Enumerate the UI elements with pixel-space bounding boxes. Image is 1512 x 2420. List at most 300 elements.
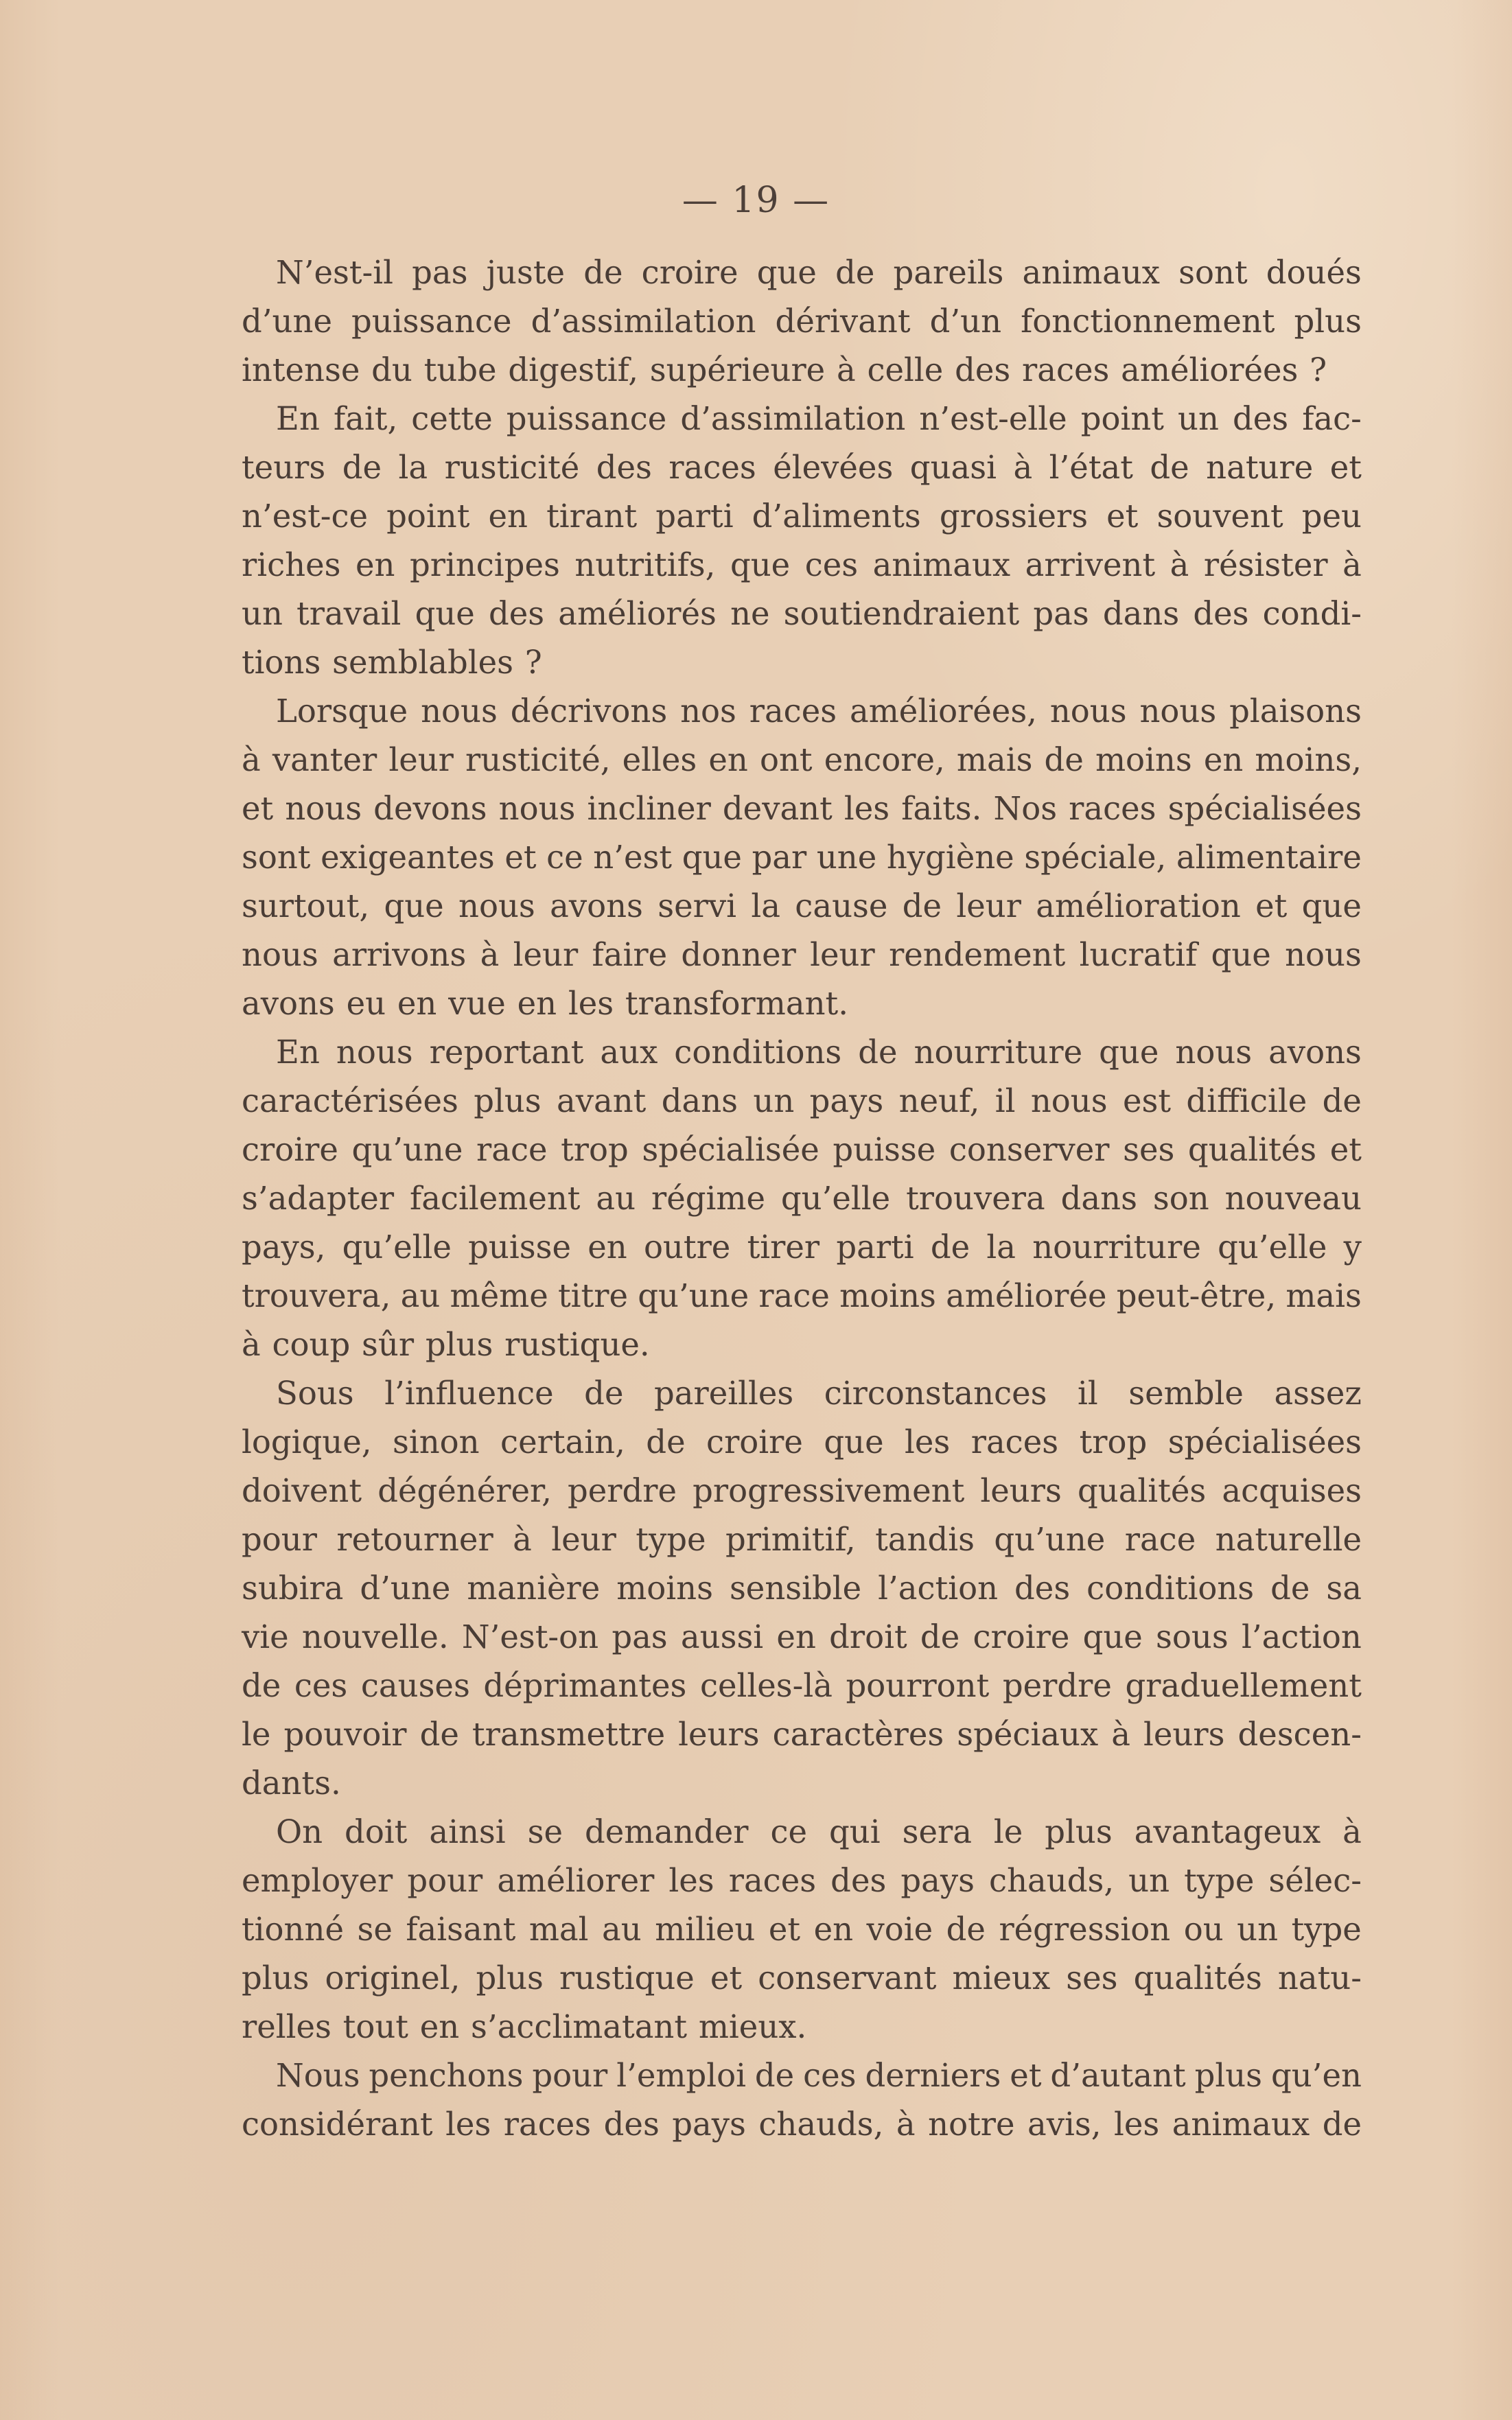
word: nous <box>285 790 362 827</box>
word: de <box>584 1375 624 1412</box>
word: nature <box>1206 449 1314 486</box>
word: riches <box>242 546 341 583</box>
text-line <box>242 1272 1362 1320</box>
word: doués <box>1266 254 1362 291</box>
word: des <box>830 1862 887 1899</box>
paragraph-2 <box>242 395 1362 687</box>
word: sont <box>1178 254 1248 291</box>
word: nos <box>680 693 736 730</box>
word: natu- <box>1277 1959 1362 1997</box>
text-line <box>242 1710 1362 1759</box>
word: et <box>710 1959 743 1997</box>
word: donner <box>681 936 796 973</box>
word: en <box>1203 741 1244 778</box>
word: rusticité, <box>465 741 611 778</box>
word: croire <box>242 1131 338 1168</box>
word: animaux <box>1172 2106 1310 2143</box>
word: la <box>986 1229 1016 1266</box>
word: peut-être, <box>1116 1277 1277 1314</box>
word: spécialisées <box>1167 790 1362 827</box>
text-line <box>242 784 1362 833</box>
word: graduellement <box>1125 1667 1362 1704</box>
word: en <box>813 1911 854 1948</box>
word: soutiendraient <box>783 595 1020 632</box>
word: races <box>970 1423 1059 1461</box>
word: considérant <box>242 2106 433 2143</box>
word: nous <box>498 790 576 827</box>
text-line <box>242 590 1362 638</box>
word: ne <box>730 595 770 632</box>
word: ses <box>1066 1959 1118 1997</box>
word: qu’une <box>994 1521 1106 1558</box>
word: condi- <box>1262 595 1362 632</box>
word: régime <box>651 1180 765 1217</box>
word: la <box>398 449 428 486</box>
word: juste <box>486 254 566 291</box>
word: pas <box>1033 595 1089 632</box>
word: d’assimilation <box>680 400 906 437</box>
word: point <box>386 498 470 535</box>
word: logique, <box>242 1423 372 1461</box>
word: semble <box>1128 1375 1244 1412</box>
word: ses <box>1123 1131 1175 1168</box>
word: leur <box>551 1521 616 1558</box>
word: qu’en <box>1270 2057 1362 2094</box>
paragraph-3 <box>242 687 1362 1028</box>
word: pareilles <box>653 1375 794 1412</box>
word: que <box>1301 887 1362 924</box>
word: derniers <box>865 2057 1001 2094</box>
word: acquises <box>1222 1472 1362 1509</box>
word: conditions <box>1086 1570 1255 1607</box>
word: et <box>1329 1131 1362 1168</box>
word: pas <box>412 254 468 291</box>
word: fac- <box>1302 400 1362 437</box>
word: des <box>1014 1570 1071 1607</box>
word: améliorées, <box>849 693 1037 730</box>
word: que <box>1082 1618 1143 1655</box>
word: qualités <box>1187 1131 1317 1168</box>
word: En <box>276 1034 320 1071</box>
word: trop <box>1079 1423 1148 1461</box>
word: ainsi <box>429 1813 506 1850</box>
word: pareils <box>893 254 1004 291</box>
word: avis, <box>1027 2106 1102 2143</box>
word: nourriture <box>914 1034 1083 1071</box>
word: races <box>749 693 837 730</box>
word: dans <box>661 1082 738 1119</box>
word: alimentaire <box>1176 839 1362 876</box>
word: trop <box>561 1131 629 1168</box>
word: et <box>1106 498 1139 535</box>
text-line <box>242 541 1362 590</box>
word: pas <box>612 1618 668 1655</box>
text-line <box>242 687 1362 736</box>
word: animaux <box>872 546 1011 583</box>
word: son <box>1152 1180 1209 1217</box>
word: trouvera, <box>242 1277 391 1314</box>
word: puisse <box>833 1131 936 1168</box>
word: Sous <box>276 1375 354 1412</box>
word: au <box>596 1180 636 1217</box>
word: un <box>1128 1862 1170 1899</box>
word: pourront <box>846 1667 990 1704</box>
word: lucratif <box>1079 936 1198 973</box>
word: race <box>758 1277 830 1314</box>
word: ce <box>546 839 583 876</box>
text-line <box>242 248 1362 297</box>
word: arrivent <box>1025 546 1156 583</box>
word: un <box>1237 1911 1279 1948</box>
word: dérivant <box>775 303 911 340</box>
word: ces <box>803 2057 857 2094</box>
word: nous <box>421 693 498 730</box>
word: employer <box>242 1862 393 1899</box>
word: sélec- <box>1268 1862 1362 1899</box>
word: qu’elle <box>1218 1229 1327 1266</box>
word: leur <box>810 936 875 973</box>
text-line: relles tout en s’acclimatant mieux. <box>242 2008 807 2045</box>
word: même <box>450 1277 548 1314</box>
word: races <box>1069 790 1156 827</box>
word: nous <box>1030 1082 1108 1119</box>
word: principes <box>409 546 560 583</box>
word: demander <box>584 1813 749 1850</box>
word: de <box>835 254 875 291</box>
word: de <box>1270 1570 1310 1607</box>
text-line <box>242 1564 1362 1613</box>
word: dans <box>1102 595 1180 632</box>
word: transmettre <box>472 1716 666 1753</box>
word: d’une <box>242 303 332 340</box>
word: sensible <box>729 1570 862 1607</box>
word: des <box>1232 400 1289 437</box>
word: et <box>1329 449 1362 486</box>
word: notre <box>928 2106 1015 2143</box>
word: nourriture <box>1032 1229 1201 1266</box>
word: un <box>753 1082 795 1119</box>
word: point <box>1080 400 1164 437</box>
word: servi <box>658 887 737 924</box>
word: nous <box>458 887 535 924</box>
word: aux <box>600 1034 658 1071</box>
word: perdre <box>568 1472 677 1509</box>
word: ou <box>1183 1911 1224 1948</box>
word: penchons <box>369 2057 524 2094</box>
word: que <box>824 1423 884 1461</box>
word: celles-là <box>699 1667 833 1704</box>
word: qualités <box>1077 1472 1207 1509</box>
word: Nos <box>993 790 1058 827</box>
word: que <box>756 254 817 291</box>
word: à <box>480 936 500 973</box>
text-line <box>242 492 1362 541</box>
word: faits. <box>901 790 982 827</box>
word: hygiène <box>886 839 1014 876</box>
word: plus <box>242 1959 310 1997</box>
text-line <box>242 443 1362 492</box>
word: retourner <box>336 1521 493 1558</box>
word: ces <box>294 1667 348 1704</box>
word: que <box>1099 1034 1159 1071</box>
word: avantageux <box>1134 1813 1321 1850</box>
word: race <box>476 1131 548 1168</box>
word: faisant <box>406 1911 516 1948</box>
word: chauds, <box>758 2106 884 2143</box>
word: en <box>488 498 528 535</box>
word: les <box>668 1862 714 1899</box>
word: de <box>419 1716 459 1753</box>
word: à <box>896 2106 916 2143</box>
word: que <box>384 887 444 924</box>
word: elles <box>622 741 697 778</box>
word: race <box>1124 1521 1196 1558</box>
word: un <box>1178 400 1219 437</box>
word: voie <box>866 1911 933 1948</box>
word: rusticité <box>444 449 580 486</box>
word: originel, <box>325 1959 461 1997</box>
word: de <box>646 1423 686 1461</box>
word: fonctionnement <box>1021 303 1275 340</box>
word: leurs <box>1143 1716 1225 1753</box>
word: Nous <box>276 2057 360 2094</box>
word: Lorsque <box>276 693 408 730</box>
word: amélioration <box>1036 887 1241 924</box>
word: régression <box>999 1911 1171 1948</box>
word: conditions <box>674 1034 842 1071</box>
word: de <box>1322 2106 1362 2143</box>
word: spécialisées <box>1167 1423 1362 1461</box>
word: et <box>1255 887 1288 924</box>
word: rendement <box>889 936 1066 973</box>
word: nous <box>1285 936 1362 973</box>
word: mais <box>956 741 1033 778</box>
word: à <box>513 1521 532 1558</box>
word: tandis <box>875 1521 975 1558</box>
word: de <box>754 2057 795 2094</box>
word: l’action <box>878 1570 999 1607</box>
word: faire <box>592 936 668 973</box>
word: conserver <box>949 1131 1110 1168</box>
word: N’est-on <box>461 1618 599 1655</box>
word: chauds, <box>989 1862 1115 1899</box>
word: caractérisées <box>242 1082 458 1119</box>
text-line <box>242 1126 1362 1174</box>
word: en <box>776 1618 816 1655</box>
word: croire <box>973 1618 1070 1655</box>
word: reportant <box>429 1034 584 1071</box>
word: trouvera <box>906 1180 1045 1217</box>
word: qu’elle <box>342 1229 452 1266</box>
text-line <box>242 1857 1362 1905</box>
word: descen- <box>1237 1716 1362 1753</box>
word: spécialisée <box>642 1131 819 1168</box>
word: sous <box>1156 1618 1229 1655</box>
word: s’adapter <box>242 1180 395 1217</box>
word: de <box>930 1229 970 1266</box>
word: puisse <box>468 1229 571 1266</box>
text-line <box>242 1662 1362 1710</box>
text-line <box>242 1808 1362 1857</box>
word: et <box>768 1911 801 1948</box>
word: les <box>844 790 890 827</box>
word: pour <box>242 1521 317 1558</box>
word: tirer <box>747 1229 820 1266</box>
word: d’assimilation <box>531 303 756 340</box>
text-line <box>242 1467 1362 1515</box>
text-line <box>242 2100 1362 2149</box>
word: d’aliments <box>752 498 921 535</box>
word: pays <box>672 2106 746 2143</box>
word: sa <box>1326 1570 1362 1607</box>
text-line <box>242 2051 1362 2100</box>
word: circonstances <box>824 1375 1047 1412</box>
paragraph-1 <box>242 248 1362 395</box>
word: travail <box>296 595 402 632</box>
text-line <box>242 736 1362 784</box>
word: souvent <box>1156 498 1283 535</box>
word: un <box>242 595 283 632</box>
word: type <box>1184 1862 1255 1899</box>
word: mieux <box>952 1959 1051 1997</box>
word: et <box>504 839 537 876</box>
word: de <box>583 254 623 291</box>
word: de <box>858 1034 898 1071</box>
word: races <box>728 1862 817 1899</box>
word: pour <box>407 1862 483 1899</box>
word: plaisons <box>1229 693 1362 730</box>
word: nouvelle. <box>301 1618 449 1655</box>
word: N’est-il <box>276 254 393 291</box>
word: dans <box>1060 1180 1137 1217</box>
paragraph-4 <box>242 1028 1362 1369</box>
word: neuf, <box>898 1082 980 1119</box>
word: au <box>602 1911 642 1948</box>
text-line <box>242 1954 1362 2003</box>
word: ce <box>770 1813 808 1850</box>
word: de <box>1044 741 1084 778</box>
word: que <box>730 546 791 583</box>
word: ont <box>759 741 813 778</box>
word: pour <box>532 2057 608 2094</box>
word: cette <box>411 400 493 437</box>
word: en <box>588 1229 627 1266</box>
word: doit <box>345 1813 408 1850</box>
word: On <box>276 1813 323 1850</box>
text-line <box>242 882 1362 931</box>
word: facilement <box>409 1180 581 1217</box>
word: grossiers <box>939 498 1089 535</box>
word: outre <box>643 1229 731 1266</box>
word: spéciaux <box>957 1716 1099 1753</box>
word: que <box>1211 936 1271 973</box>
word: que <box>415 595 475 632</box>
word: caractères <box>772 1716 944 1753</box>
word: vie <box>242 1618 289 1655</box>
word: de <box>242 1667 281 1704</box>
word: à <box>1342 546 1362 583</box>
word: conservant <box>758 1959 937 1997</box>
word: d’une <box>360 1570 451 1607</box>
word: devons <box>373 790 487 827</box>
word: sont <box>242 839 311 876</box>
word: à <box>1111 1716 1130 1753</box>
word: les <box>1113 2106 1160 2143</box>
word: croire <box>706 1423 803 1461</box>
word: titre <box>558 1277 628 1314</box>
text-line <box>242 931 1362 979</box>
word: améliorés <box>558 595 717 632</box>
word: plus <box>1294 303 1362 340</box>
word: et <box>242 790 274 827</box>
text-line <box>242 1223 1362 1272</box>
word: arrivons <box>332 936 467 973</box>
word: assez <box>1274 1375 1362 1412</box>
body-text <box>242 248 1362 2149</box>
word: puissance <box>506 400 667 437</box>
word: fait, <box>333 400 398 437</box>
text-line: à coup sûr plus rustique. <box>242 1326 650 1363</box>
word: avons <box>1268 1034 1362 1071</box>
word: y <box>1343 1229 1362 1266</box>
word: leurs <box>678 1716 760 1753</box>
word: leur <box>388 741 454 778</box>
word: d’un <box>929 303 1002 340</box>
word: type <box>636 1521 706 1558</box>
word: rustique <box>559 1959 695 1997</box>
word: des <box>1193 595 1249 632</box>
word: par <box>752 839 807 876</box>
word: leur <box>956 887 1021 924</box>
word: spéciale, <box>1024 839 1167 876</box>
word: aussi <box>680 1618 764 1655</box>
word: avons <box>550 887 643 924</box>
word: puissance <box>351 303 512 340</box>
word: parti <box>655 498 734 535</box>
word: plus <box>474 1082 542 1119</box>
word: qu’une <box>638 1277 749 1314</box>
word: de <box>1150 449 1189 486</box>
word: races <box>503 2106 592 2143</box>
text-line <box>242 395 1362 443</box>
word: perdre <box>1002 1667 1112 1704</box>
word: à <box>1013 449 1033 486</box>
word: en <box>355 546 395 583</box>
word: à <box>242 741 261 778</box>
text-line: dants. <box>242 1765 341 1802</box>
word: améliorée <box>946 1277 1107 1314</box>
word: moins <box>839 1277 936 1314</box>
word: déprimantes <box>483 1667 687 1704</box>
word: dégénérer, <box>377 1472 552 1509</box>
text-line <box>242 833 1362 882</box>
word: l’emploi <box>616 2057 746 2094</box>
word: croire <box>641 254 738 291</box>
word: animaux <box>1022 254 1161 291</box>
word: peu <box>1301 498 1362 535</box>
text-line <box>242 1418 1362 1467</box>
word: cause <box>795 887 888 924</box>
word: améliorer <box>497 1862 655 1899</box>
word: le <box>242 1716 271 1753</box>
word: nouveau <box>1224 1180 1362 1217</box>
word: il <box>1078 1375 1098 1412</box>
word: pouvoir <box>283 1716 407 1753</box>
word: des <box>603 2106 660 2143</box>
word: qui <box>829 1813 881 1850</box>
word: n’est <box>593 839 673 876</box>
word: plus <box>1045 1813 1113 1850</box>
